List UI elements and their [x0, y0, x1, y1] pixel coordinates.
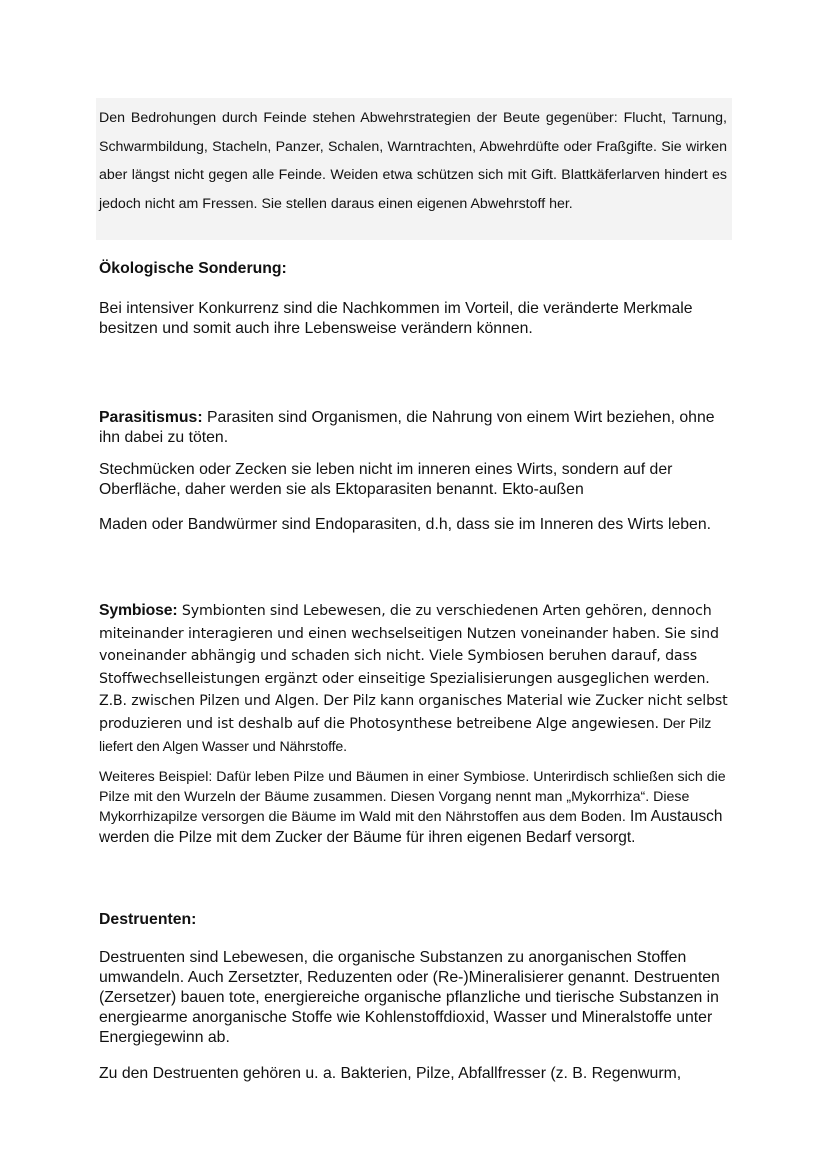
text-symbiose-tail: Der Pilz liefert den Algen Wasser und Nährstoffe.	[99, 715, 712, 755]
paragraph-destruenten: Destruenten sind Lebewesen, die organische Substanzen zu anorganischen Stoffen umwandeln. Auch Zersetzter, Reduzenten oder (Re-)Mineralisierer genannt. Destruenten (Zersetzer) bauen tote, energiereiche organische pflanzliche und tierische Substanzen in energiearme anorganische Stoffe wie Kohlenstoffdioxid, Wasser und Mineralstoffe unter Energiegewinn ab.	[99, 949, 720, 1046]
lead-symbiose: Symbiose:	[99, 602, 178, 619]
paragraph-endoparasiten: Maden oder Bandwürmer sind Endoparasiten, d.h, dass sie im Inneren des Wirts leben.	[99, 516, 712, 533]
heading-oekologische-sonderung: Ökologische Sonderung:	[99, 260, 287, 277]
text-beispiel: Weiteres Beispiel: Dafür leben Pilze und Bäumen in einer Symbiose. Unterirdisch schließen sich die Pilze mit den Wurzeln der Bäume zusammen. Diesen Vorgang nennt man „Mykorrhiza“. Diese Mykorrhizapilze versorgen die Bäume im Wald mit den Nährstoffen aus dem Boden.	[99, 769, 726, 826]
paragraph-symbiose	[99, 600, 735, 758]
heading-destruenten: Destruenten:	[99, 911, 197, 928]
paragraph-ektoparasiten: Stechmücken oder Zecken sie leben nicht im inneren eines Wirts, sondern auf der Oberfläche, daher werden sie als Ektoparasiten benannt. Ekto-außen	[99, 461, 673, 498]
text-beispiel-tail: Im Austausch werden die Pilze mit dem Zucker der Bäume für ihren eigenen Bedarf versorgt.	[99, 808, 723, 846]
paragraph-parasitismus	[99, 408, 729, 448]
text-parasitismus: Parasiten sind Organismen, die Nahrung von einem Wirt beziehen, ohne ihn dabei zu töten.	[99, 409, 715, 446]
paragraph-destruenten-liste: Zu den Destruenten gehören u. a. Bakterien, Pilze, Abfallfresser (z. B. Regenwurm,	[99, 1065, 682, 1082]
paragraph-oekologische-sonderung: Bei intensiver Konkurrenz sind die Nachkommen im Vorteil, die veränderte Merkmale besitzen und somit auch ihre Lebensweise verändern können.	[99, 300, 693, 337]
text-symbiose: Symbionten sind Lebewesen, die zu verschiedenen Arten gehören, dennoch miteinander interagieren und einen wechselseitigen Nutzen voneinander haben. Sie sind voneinander abhängig und schaden sich nicht. Viele Symbiosen beruhen darauf, dass Stoffwechselleistungen ergänzt oder einseitige Spezialisierungen ausgeglichen werden. Z.B. zwischen Pilzen und Algen. Der Pilz kann organisches Material wie Zucker nicht selbst produzieren und ist deshalb auf die Photosynthese betreibene Alge angewiesen.	[99, 603, 728, 732]
lead-parasitismus: Parasitismus:	[99, 409, 203, 426]
intro-paragraph: Den Bedrohungen durch Feinde stehen Abwehrstrategien der Beute gegenüber: Flucht, Tarnung, Schwarmbildung, Stacheln, Panzer, Schalen, Warntrachten, Abwehrdüfte oder Fraßgifte. Sie wirken aber längst nicht gegen alle Feinde. Weiden etwa schützen sich mit Gift. Blattkäferlarven hindert es jedoch nicht am Fressen. Sie stellen daraus einen eigenen Abwehrstoff her.	[99, 110, 727, 212]
paragraph-weiteres-beispiel	[99, 768, 733, 848]
